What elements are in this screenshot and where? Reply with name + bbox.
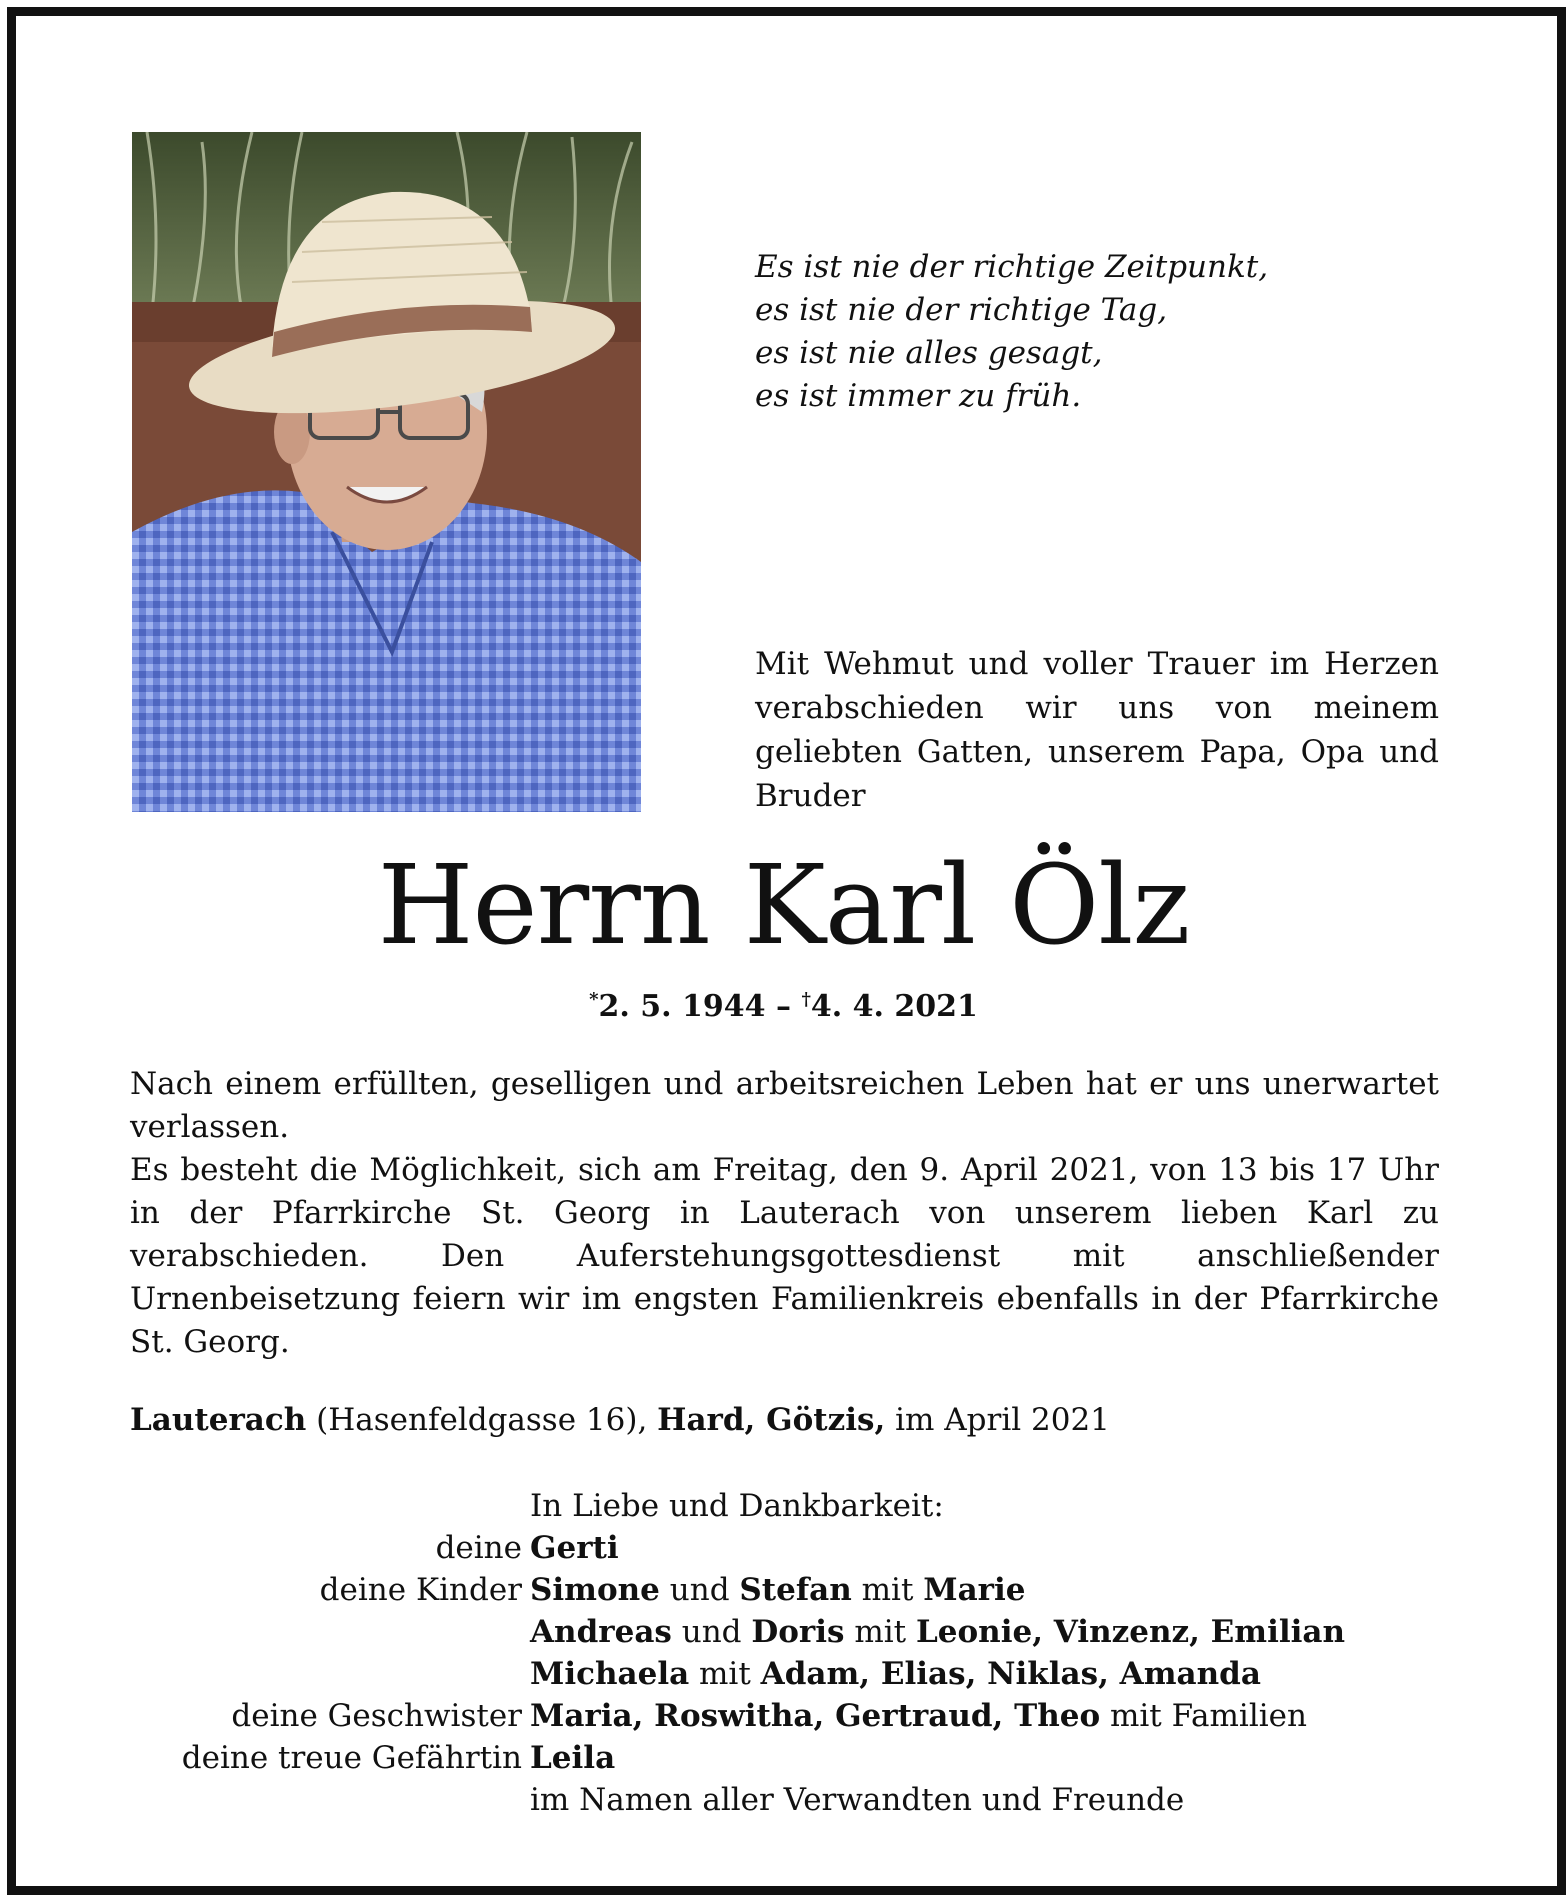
place-town: Lauterach	[130, 1402, 307, 1438]
relation-label: deine treue Gefährtin	[181, 1740, 522, 1776]
list-item	[130, 1653, 1439, 1695]
list-item	[130, 1569, 1439, 1611]
mourner-name: Michaela	[530, 1656, 690, 1692]
mourner-name: Gerti	[530, 1530, 619, 1566]
life-dates	[0, 980, 1567, 1027]
date-separator: –	[765, 989, 802, 1024]
death-date: 4. 4. 2021	[810, 989, 978, 1024]
place-towns: Hard, Götzis,	[657, 1402, 886, 1438]
poem-line: es ist immer zu früh.	[755, 378, 1082, 414]
announcement-paragraph: Nach einem erfüllten, geselligen und arbeitsreichen Leben hat er uns unerwartet verlassen.	[130, 1066, 1439, 1145]
poem-line: es ist nie der richtige Tag,	[755, 292, 1168, 328]
portrait-illustration	[132, 132, 641, 812]
connector-text: mit	[844, 1614, 916, 1650]
announcement-paragraph: Es besteht die Möglichkeit, sich am Freitag, den 9. April 2021, von 13 bis 17 Uhr in der Pfarrkirche St. Georg in Lauterach von unserem lieben Karl zu verabschieden. Den Auferstehungsgottesdienst mit anschließender Urnenbeisetzung feiern wir im engsten Familienkreis ebenfalls in der Pfarrkirche St. Georg.	[130, 1152, 1439, 1360]
mourner-name: Adam, Elias, Niklas, Amanda	[760, 1656, 1261, 1692]
mourner-name: Leila	[530, 1740, 616, 1776]
death-symbol: †	[801, 989, 811, 1010]
mourner-name: Maria, Roswitha, Gertraud, Theo	[530, 1698, 1101, 1734]
connector-text: und	[659, 1572, 740, 1608]
list-item	[130, 1737, 1439, 1779]
mourner-name: Stefan	[739, 1572, 852, 1608]
list-item	[130, 1779, 1439, 1821]
list-item	[130, 1527, 1439, 1569]
portrait-photo	[132, 132, 641, 812]
mourners-list	[130, 1485, 1439, 1821]
list-item	[130, 1695, 1439, 1737]
connector-text: und	[671, 1614, 752, 1650]
poem-quote	[755, 246, 1315, 418]
list-item	[130, 1485, 1439, 1527]
poem-line: Es ist nie der richtige Zeitpunkt,	[755, 249, 1269, 285]
birth-date: 2. 5. 1944	[598, 989, 766, 1024]
birth-symbol: *	[589, 989, 599, 1010]
mourner-name: Simone	[530, 1572, 660, 1608]
place-date: im April 2021	[885, 1402, 1110, 1438]
list-item	[130, 1611, 1439, 1653]
connector-text: mit	[851, 1572, 924, 1608]
place-date-line	[130, 1399, 1439, 1442]
relation-label: deine Geschwister	[231, 1698, 522, 1734]
closing-line: im Namen aller Verwandten und Freunde	[530, 1782, 1185, 1818]
poem-line: es ist nie alles gesagt,	[755, 335, 1103, 371]
deceased-name: Herrn Karl Ölz	[377, 841, 1190, 969]
intro-paragraph: Mit Wehmut und voller Trauer im Herzen verabschieden wir uns von meinem geliebten Gatten, unserem Papa, Opa und Bruder	[755, 646, 1439, 814]
relation-label: deine Kinder	[319, 1572, 522, 1608]
place-address: (Hasenfeldgasse 16),	[306, 1402, 658, 1438]
mourner-name: Andreas	[530, 1614, 672, 1650]
announcement-text	[130, 1063, 1439, 1364]
mourner-name: Leonie, Vinzenz, Emilian	[915, 1614, 1346, 1650]
mourner-name: Marie	[923, 1572, 1026, 1608]
relation-label: deine	[435, 1530, 522, 1566]
mourners-heading: In Liebe und Dankbarkeit:	[530, 1488, 944, 1524]
mourner-name: Doris	[751, 1614, 845, 1650]
connector-text: mit Familien	[1100, 1698, 1307, 1734]
connector-text: mit	[689, 1656, 761, 1692]
